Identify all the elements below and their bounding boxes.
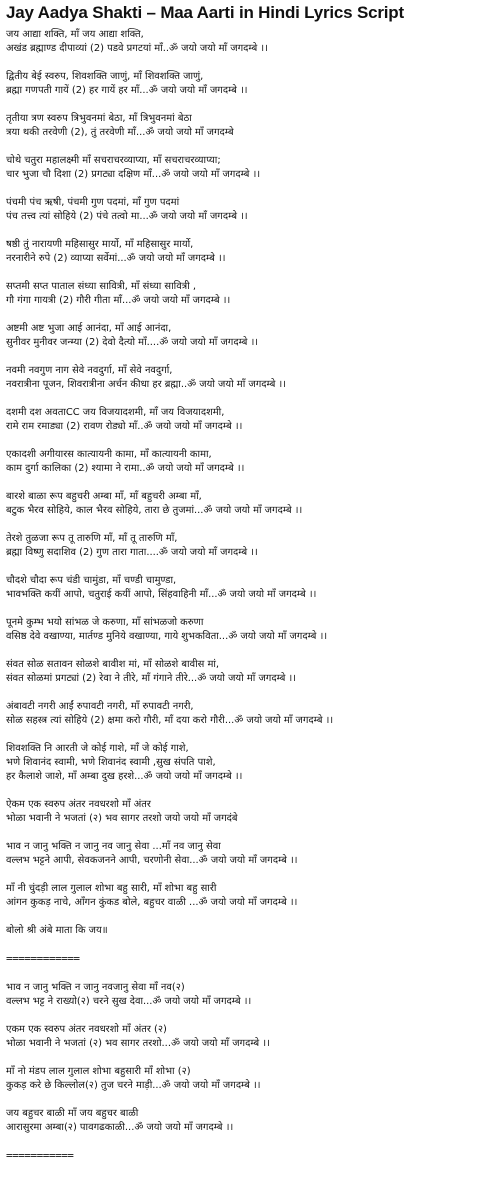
stanza	[6, 658, 478, 686]
lyric-line: अष्टमी अष्ट भुजा आई आनंदा, माँ आई आनंदा,	[6, 323, 172, 334]
stanza	[6, 490, 478, 518]
lyric-line: अंबावटी नगरी आईं रुपावटी नगरी, माँ रुपावटी नगरी,	[6, 701, 194, 712]
lyric-line: भावभक्ति कयीं आपो, चतुराई कयीं आपो, सिंहवाहिनी माँ...ॐ जयो जयो माँ जगदम्बे ।।	[6, 589, 317, 600]
lyric-line: संवत सोळ सतावन सोळशे बावीश मां, माँ सोळशे बावीस मां,	[6, 659, 220, 670]
lyric-line: वसिष्ठ देवे वखाण्या, मार्तण्ड मुनिये वखाण्या, गाये शुभकविता...ॐ जयो जयो माँ जगदम्बे ।।	[6, 631, 328, 642]
lyric-line: कुकड़ करे छे किल्लोल(२) तुज चरने माड़ी...ॐ जयो जयो माँ जगदम्बे ।।	[6, 1080, 261, 1091]
stanza	[6, 1023, 478, 1051]
lyric-line: बटुक भैरव सोहिये, काल भैरव सोहिये, तारा छे तुजमां...ॐ जयो जयो माँ जगदम्बे ।।	[6, 505, 303, 516]
lyric-line: संवत सोळमां प्रगट्यां (2) रेवा ने तीरे, माँ गंगाने तीरे...ॐ जयो जयो माँ जगदम्बे ।।	[6, 673, 297, 684]
stanza	[6, 924, 478, 938]
stanza	[6, 882, 478, 910]
lyric-line: नवमी नवगुण नाग सेवे नवदुर्गा, माँ सेवे नवदुर्गा,	[6, 365, 173, 376]
lyric-line: द्वितीय बेई स्वरुप, शिवशक्ति जाणुं, माँ शिवशक्ति जाणुं,	[6, 71, 204, 82]
stanza	[6, 448, 478, 476]
lyric-line: चोथे चतुरा महालक्ष्मी माँ सचराचरव्याप्या, माँ सचराचरव्याप्या;	[6, 155, 221, 166]
lyric-line: दशमी दश अवताCC जय विजयादशमी, माँ जय विजयादशमी,	[6, 407, 225, 418]
lyric-line: तेरशे तुळजा रूप तू तारुणि माँ, माँ तू तारुणि माँ,	[6, 533, 178, 544]
lyric-line: काम दुर्गा कालिका (2) श्यामा ने रामा..ॐ जयो जयो माँ जगदम्बे ।।	[6, 463, 245, 474]
lyric-line: अखंड ब्रह्माण्ड दीपाव्यां (2) पडवे प्रगटयां माँ..ॐ जयो जयो माँ जगदम्बे ।।	[6, 43, 268, 54]
lyric-line: एकम एक स्वरुप अंतर नवधरशो माँ अंतर (२)	[6, 1024, 167, 1035]
stanza	[6, 406, 478, 434]
lyric-line: ब्रह्मा गणपती गायें (2) हर गायें हर माँ...ॐ जयो जयो माँ जगदम्बे ।।	[6, 85, 248, 96]
stanza	[6, 70, 478, 98]
lyric-line: सोळ सहस्त्र त्यां सोहिये (2) क्षमा करो गौरी, माँ दया करो गौरी...ॐ जयो जयो माँ जगदम्बे ।।	[6, 715, 334, 726]
lyric-line: हर कैलाशे जाशे, माँ अम्बा दुख हरशे...ॐ जयो जयो माँ जगदम्बे ।।	[6, 771, 243, 782]
page-title: Jay Aadya Shakti – Maa Aarti in Hindi Lyrics Script	[6, 3, 404, 22]
lyric-line: नरनारीने रुपे (2) व्याप्या सर्वेमां...ॐ जयो जयो माँ जगदम्बे ।।	[6, 253, 226, 264]
lyric-line: जय बहुचर बाळी माँ जय बहुचर बाळी	[6, 1108, 139, 1119]
lyric-line: शिवशक्ति नि आरती जे कोई गाशे, माँ जे कोई गाशे,	[6, 743, 189, 754]
lyric-line: गौ गंगा गायत्री (2) गौरी गीता माँ...ॐ जयो जयो माँ जगदम्बे ।।	[6, 295, 231, 306]
stanza	[6, 1107, 478, 1135]
stanza	[6, 238, 478, 266]
lyric-line: सुनीवर मुनीवर जन्म्या (2) देवो दैत्यो माँ....ॐ जयो जयो माँ जगदम्बे ।।	[6, 337, 259, 348]
lyric-line: वल्लभ भट्टने आपी, सेवकजनने आपी, चरणोनी सेवा...ॐ जयो जयो माँ जगदम्बे ।।	[6, 855, 298, 866]
stanza	[6, 364, 478, 392]
stanza	[6, 700, 478, 728]
lyric-line: माँ नी चुंदड़ी लाल गुलाल शोभा बहु सारी, माँ शोभा बहु सारी	[6, 883, 217, 894]
lyric-line: बोलो श्री अंबे माता कि जय॥	[6, 925, 108, 936]
lyric-line: एकादशी अगीयारस कात्यायनी कामा, माँ कात्यायनी कामा,	[6, 449, 212, 460]
lyric-line: भणे शिवानंद स्वामी, भणे शिवानंद स्वामी ,सुख संपति पाशे,	[6, 757, 216, 768]
stanza	[6, 1065, 478, 1093]
lyric-line: भाव न जानु भक्ति न जानु नवजानु सेवा माँ नव(२)	[6, 982, 185, 993]
stanza	[6, 742, 478, 784]
lyric-line: पूनमे कुम्भ भयो सांभळ जे करुणा, माँ सांभळजो करुणा	[6, 617, 204, 628]
lyric-line: नवरात्रीना पूजन, शिवरात्रीना अर्चन कीधा हर ब्रह्मा..ॐ जयो जयो माँ जगदम्बे ।।	[6, 379, 286, 390]
lyric-line: तृतीया त्रण स्वरुप त्रिभुवनमां बेठा, माँ त्रिभुवनमां बेठा	[6, 113, 192, 124]
lyric-line: त्रया थकी तरवेणी (2), तुं तरवेणी माँ...ॐ जयो जयो माँ जगदम्बे	[6, 127, 234, 138]
lyric-line: जय आद्या शक्ति, माँ जय आद्या शक्ति,	[6, 29, 144, 40]
lyric-line: बारशे बाळा रूप बहुचरी अम्बा माँ, माँ बहुचरी अम्बा माँ,	[6, 491, 202, 502]
lyric-line: सप्तमी सप्त पाताल संध्या सावित्री, माँ संध्या सावित्री ,	[6, 281, 196, 292]
lyric-line: आरासुरमा अम्बा(२) पावगढकाळी...ॐ जयो जयो माँ जगदम्बे ।।	[6, 1122, 234, 1133]
stanza	[6, 532, 478, 560]
lyric-line: चार भुजा चौ दिशा (2) प्रगट्या दक्षिण माँ...ॐ जयो जयो माँ जगदम्बे ।।	[6, 169, 261, 180]
stanza	[6, 840, 478, 868]
lyric-line: भाव न जानु भक्ति न जानु नव जानु सेवा ...माँ नव जानु सेवा	[6, 841, 221, 852]
stanza	[6, 981, 478, 1009]
lyric-line: आंगन कुकड़ नाचे, आँगन कुंकड बोले, बहुचर वाळी ...ॐ जयो जयो माँ जगदम्बे ।।	[6, 897, 298, 908]
lyric-line: ऐकम एक स्वरुप अंतर नवधरशो माँ अंतर	[6, 799, 151, 810]
lyrics-body-second	[6, 981, 478, 1135]
stanza	[6, 196, 478, 224]
lyric-line: पंच तत्त्व त्यां सोहिये (2) पंचे तत्वो मा...ॐ जयो जयो माँ जगदम्बे ।।	[6, 211, 248, 222]
lyric-line: चौदशे चौदा रूप चंडी चामुंडा, माँ चण्डी चामुण्डा,	[6, 575, 177, 586]
stanza	[6, 28, 478, 56]
lyric-line: पंचमी पंच ऋषी, पंचमी गुण पदमां, माँ गुण पदमां	[6, 197, 180, 208]
lyric-line: ब्रह्मा विष्णु सदाशिव (2) गुण तारा गाता....ॐ जयो जयो माँ जगदम्बे ।।	[6, 547, 258, 558]
stanza	[6, 280, 478, 308]
lyric-line: भोळा भवानी ने भजतां (२) भव सागर तरशो...ॐ जयो जयो माँ जगदम्बे ।।	[6, 1038, 270, 1049]
separator-line-end: ===========	[6, 1149, 74, 1162]
stanza	[6, 322, 478, 350]
lyric-line: षष्ठी तुं नारायणी महिसासुर मार्यो, माँ महिसासुर मार्यो,	[6, 239, 194, 250]
stanza	[6, 154, 478, 182]
stanza	[6, 798, 478, 826]
stanza	[6, 616, 478, 644]
lyric-line: भोळा भवानी ने भजतां (२) भव सागर तरशो जयो जयो माँ जगदंबे	[6, 813, 238, 824]
stanza	[6, 574, 478, 602]
stanza	[6, 112, 478, 140]
lyrics-body	[6, 28, 478, 938]
lyric-line: रामे राम रमाड्या (2) रावण रोड्यो माँ..ॐ जयो जयो माँ जगदम्बे ।।	[6, 421, 243, 432]
separator-line: ============	[6, 952, 80, 965]
lyric-line: वल्लभ भट्ट ने राख्यो(२) चरने सुख देवा...ॐ जयो जयो माँ जगदम्बे ।।	[6, 996, 252, 1007]
lyric-line: माँ नो मंडप लाल गुलाल शोभा बहुसारी माँ शोभा (२)	[6, 1066, 191, 1077]
